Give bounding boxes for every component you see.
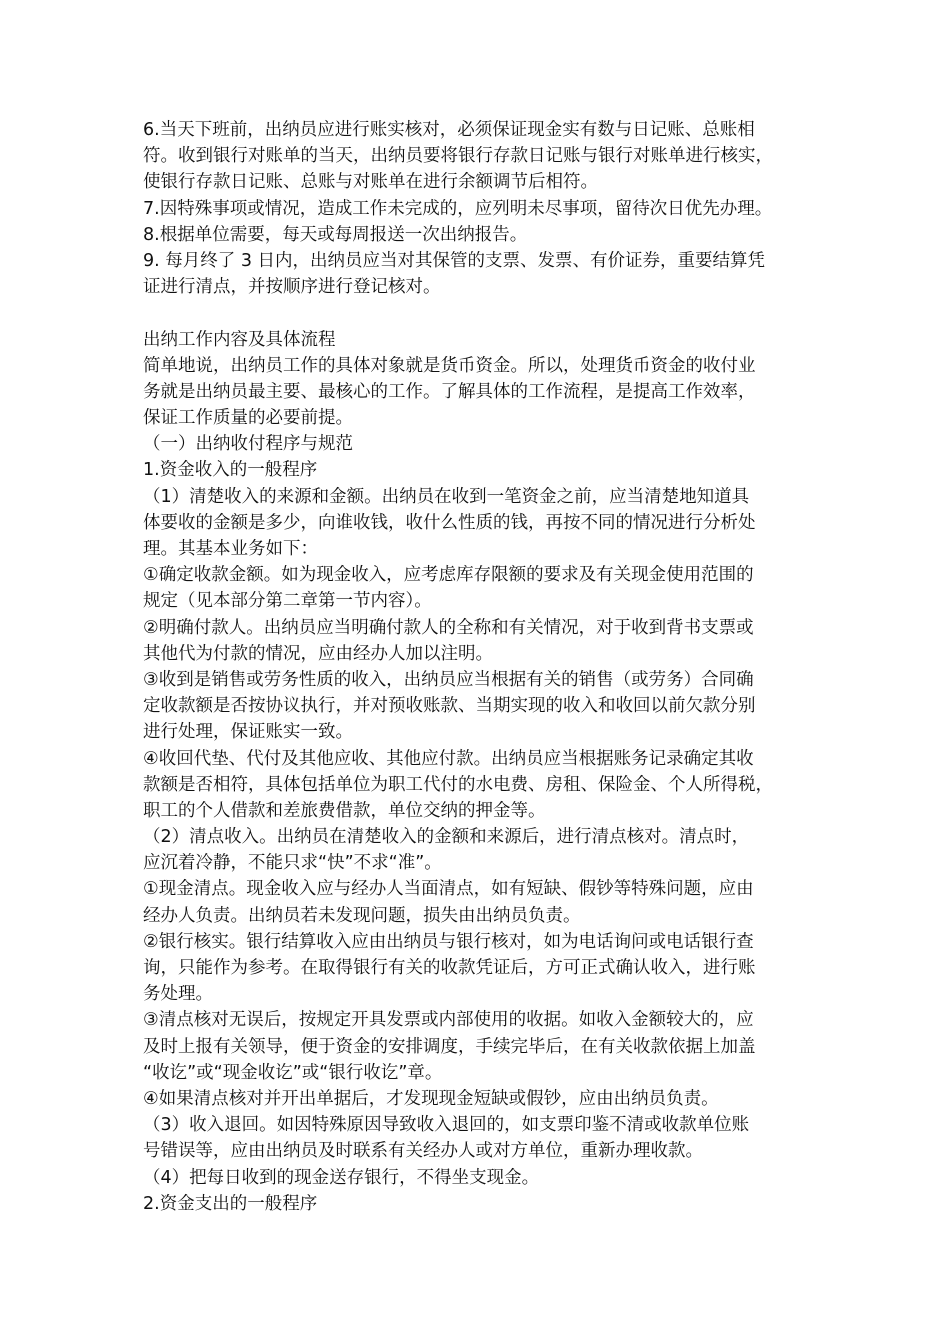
- subsection-title: （一）出纳收付程序与规范: [143, 434, 353, 455]
- text-line: （3）收入退回。如因特殊原因导致收入退回的，如支票印鉴不清或收款单位账: [143, 1115, 750, 1136]
- text-line: 符。收到银行对账单的当天，出纳员要将银行存款日记账与银行对账单进行核实，: [143, 146, 773, 167]
- text-line: 经办人负责。出纳员若未发现问题，损失由出纳员负责。: [143, 905, 581, 926]
- text-line: 询，只能作为参考。在取得银行有关的收款凭证后，方可正式确认收入，进行账: [143, 958, 756, 978]
- text-line: ②银行核实。银行结算收入应由出纳员与银行核对，如为电话询问或电话银行查: [143, 931, 754, 952]
- text-line: ③清点核对无误后，按规定开具发票或内部使用的收据。如收入金额较大的，应: [143, 1010, 754, 1031]
- text-line: 6.当天下班前，出纳员应进行账实核对，必须保证现金实有数与日记账、总账相: [143, 120, 755, 140]
- text-line: 定收款额是否按协议执行，并对预收账款、当期实现的收入和收回以前欠款分别: [143, 696, 756, 717]
- text-line: ③收到是销售或劳务性质的收入，出纳员应当根据有关的销售（或劳务）合同确: [143, 669, 754, 690]
- text-line: （4）把每日收到的现金送存银行，不得坐支现金。: [143, 1167, 540, 1188]
- text-line: 职工的个人借款和差旅费借款，单位交纳的押金等。: [143, 800, 546, 821]
- text-line: （2）清点收入。出纳员在清楚收入的金额和来源后，进行清点核对。清点时，: [143, 827, 750, 848]
- text-line: ①现金清点。现金收入应与经办人当面清点，如有短缺、假钞等特殊问题，应由: [143, 879, 754, 900]
- text-line: “收讫”或“现金收讫”或“银行收讫”章。: [143, 1062, 443, 1083]
- text-line: 使银行存款日记账、总账与对账单在进行余额调节后相符。: [143, 172, 598, 193]
- text-line: ①确定收款金额。如为现金收入，应考虑库存限额的要求及有关现金使用范围的: [143, 565, 754, 586]
- text-line: 证进行清点，并按顺序进行登记核对。: [143, 277, 441, 298]
- text-line: ④如果清点核对并开出单据后，才发现现金短缺或假钞，应由出纳员负责。: [143, 1088, 719, 1109]
- text-line: ②明确付款人。出纳员应当明确付款人的全称和有关情况，对于收到背书支票或: [143, 617, 754, 638]
- blank-line: [143, 300, 811, 326]
- text-line: 务就是出纳员最主要、最核心的工作。了解具体的工作流程，是提高工作效率，: [143, 381, 756, 402]
- text-line: 务处理。: [143, 984, 213, 1005]
- text-line: （1）清楚收入的来源和金额。出纳员在收到一笔资金之前，应当清楚地知道具: [143, 486, 750, 507]
- text-line: 号错误等，应由出纳员及时联系有关经办人或对方单位，重新办理收款。: [143, 1141, 703, 1162]
- text-line: 及时上报有关领导，便于资金的安排调度，手续完毕后，在有关收款依据上加盖: [143, 1036, 756, 1057]
- document-page: [143, 117, 811, 1217]
- text-line: 保证工作质量的必要前提。: [143, 408, 353, 429]
- text-line: 其他代为付款的情况，应由经办人加以注明。: [143, 643, 493, 664]
- text-line: 进行处理，保证账实一致。: [143, 722, 353, 743]
- text-line: 8.根据单位需要，每天或每周报送一次出纳报告。: [143, 224, 528, 245]
- text-line: 理。其基本业务如下：: [143, 539, 318, 559]
- section-title: 出纳工作内容及具体流程: [143, 329, 336, 350]
- text-line: ④收回代垫、代付及其他应收、其他应付款。出纳员应当根据账务记录确定其收: [143, 748, 754, 769]
- text-line: 体要收的金额是多少，向谁收钱，收什么性质的钱，再按不同的情况进行分析处: [143, 512, 756, 533]
- text-line: 规定（见本部分第二章第一节内容）。: [143, 591, 432, 612]
- text-line: 简单地说，出纳员工作的具体对象就是货币资金。所以，处理货币资金的收付业: [143, 355, 756, 376]
- text-line: 7.因特殊事项或情况，造成工作未完成的，应列明未尽事项，留待次日优先办理。: [143, 198, 773, 219]
- text-line: 9. 每月终了 3 日内，出纳员应当对其保管的支票、发票、有价证券，重要结算凭: [143, 250, 766, 271]
- text-line: 款额是否相符，具体包括单位为职工代付的水电费、房租、保险金、个人所得税，: [143, 774, 773, 795]
- subsection-title: 1.资金收入的一般程序: [143, 460, 318, 481]
- subsection-title: 2.资金支出的一般程序: [143, 1193, 318, 1214]
- text-line: 应沉着冷静，不能只求“快”不求“准”。: [143, 853, 442, 874]
